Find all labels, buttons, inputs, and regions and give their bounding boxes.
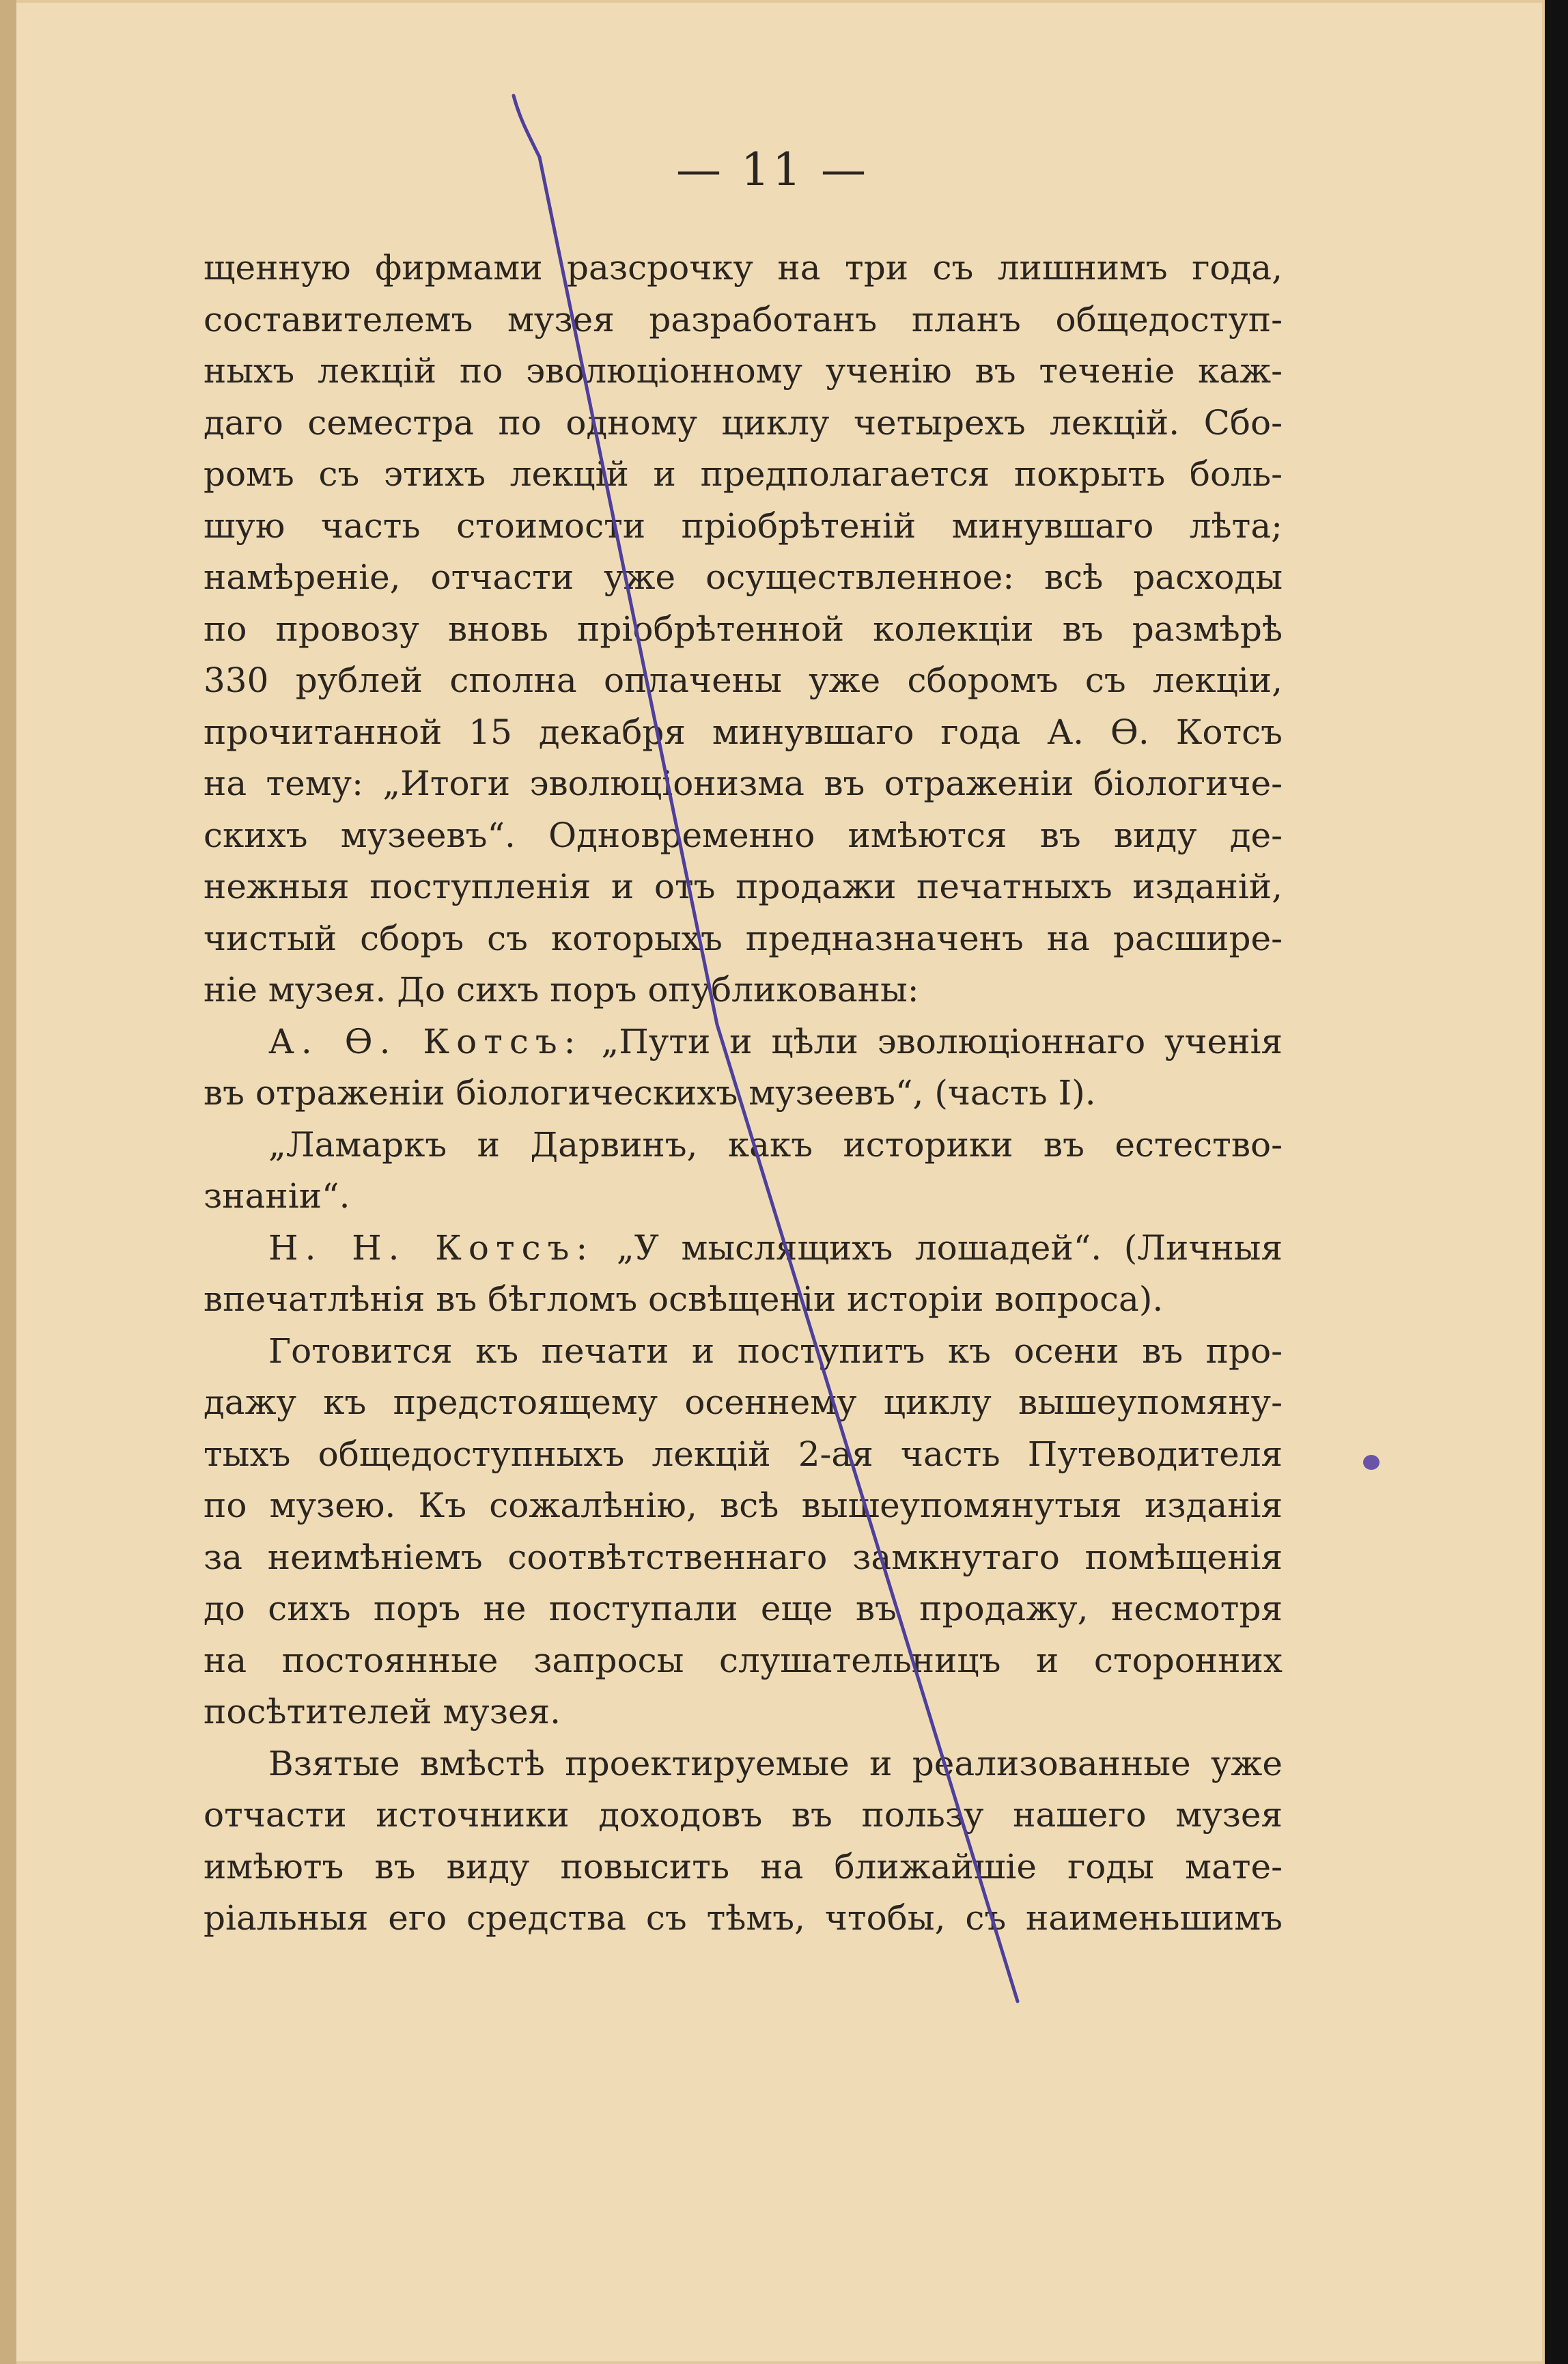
text-line <box>204 1635 1283 1687</box>
line-text: ромъ съ этихъ лекцій и предполагается покрыть боль- <box>204 454 1283 494</box>
line-text: впечатлѣнія въ бѣгломъ освѣщеніи исторіи вопроса). <box>204 1279 1164 1319</box>
line-text: въ отраженіи біологическихъ музеевъ“, (часть I). <box>204 1073 1096 1113</box>
line-text: дажу къ предстоящему осеннему циклу вышеупомяну- <box>204 1382 1283 1422</box>
text-line <box>204 604 1283 656</box>
text-line <box>204 1326 1283 1378</box>
text-line <box>204 552 1283 604</box>
text-line <box>204 1738 1283 1790</box>
text-line <box>204 1790 1283 1841</box>
line-text: намѣреніе, отчасти уже осуществленное: всѣ расходы <box>204 557 1283 597</box>
line-text: посѣтителей музея. <box>204 1692 561 1732</box>
line-text: на тему: „Итоги эволюціонизма въ отраженіи біологиче- <box>204 764 1283 803</box>
line-text: „У мыслящихъ лошадей“. (Личныя <box>594 1227 1283 1268</box>
text-line <box>204 861 1283 913</box>
line-text: даго семестра по одному циклу четырехъ лекцій. Сбо- <box>204 402 1283 443</box>
line-text: имѣютъ въ виду повысить на ближайшіе годы мате- <box>204 1846 1283 1887</box>
text-line <box>204 1893 1283 1945</box>
ink-blot <box>1363 1455 1380 1470</box>
author-name: А. Ѳ. Котсъ: <box>268 1021 583 1061</box>
text-line <box>204 707 1283 759</box>
text-line <box>204 1377 1283 1429</box>
text-line <box>204 1120 1283 1171</box>
line-text: ріальныя его средства съ тѣмъ, чтобы, съ наименьшимъ <box>204 1898 1283 1938</box>
line-text: тыхъ общедоступныхъ лекцій 2-ая часть Путеводителя <box>204 1434 1283 1474</box>
text-line <box>204 1480 1283 1532</box>
text-line <box>204 1532 1283 1584</box>
text-line <box>204 913 1283 965</box>
line-text: по провозу вновь пріобрѣтенной колекціи въ размѣрѣ <box>204 609 1283 649</box>
line-text: на постоянные запросы слушательницъ и сторонних <box>204 1640 1283 1680</box>
text-line <box>204 346 1283 398</box>
text-line <box>204 1686 1283 1738</box>
author-name: Н. Н. Котсъ: <box>268 1227 595 1268</box>
line-text: чистый сборъ съ которыхъ предназначенъ на расшире- <box>204 918 1283 958</box>
text-line <box>204 1274 1283 1326</box>
line-text: скихъ музеевъ“. Одновременно имѣются въ виду де- <box>204 815 1283 855</box>
text-line <box>204 1583 1283 1635</box>
text-line <box>204 242 1283 294</box>
line-text: по музею. Къ сожалѣнію, всѣ вышеупомянутыя изданія <box>204 1486 1283 1525</box>
line-text: знаніи“. <box>204 1176 350 1216</box>
page-number: — 11 — <box>676 143 869 196</box>
line-text: щенную фирмами разсрочку на три съ лишнимъ года, <box>204 248 1283 288</box>
text-line <box>204 1016 1283 1068</box>
text-line <box>204 398 1283 449</box>
line-text: 330 рублей сполна оплачены уже сборомъ съ лекціи, <box>204 660 1283 700</box>
text-line <box>204 655 1283 707</box>
line-text: „Пути и цѣли эволюціоннаго ученія <box>582 1021 1283 1061</box>
line-text: нежныя поступленія и отъ продажи печатныхъ изданій, <box>204 867 1283 906</box>
line-text: отчасти источники доходовъ въ пользу нашего музея <box>204 1795 1283 1835</box>
text-line <box>204 294 1283 346</box>
scan-border <box>1545 0 1568 2364</box>
text-line <box>204 810 1283 862</box>
line-text: Взятые вмѣстѣ проектируемые и реализованные уже <box>268 1743 1283 1783</box>
text-line <box>204 501 1283 553</box>
text-line <box>204 1841 1283 1893</box>
text-line <box>204 1171 1283 1223</box>
line-text: за неимѣніемъ соотвѣтственнаго замкнутаго помѣщенія <box>204 1537 1283 1577</box>
body-text <box>204 242 1283 1945</box>
line-text: прочитанной 15 декабря минувшаго года А. Ѳ. Котсъ <box>204 712 1283 752</box>
text-line <box>204 758 1283 810</box>
line-text: ныхъ лекцій по эволюціонному ученію въ теченіе каж- <box>204 351 1283 391</box>
line-text: „Ламаркъ и Дарвинъ, какъ историки въ естество- <box>268 1124 1283 1165</box>
page-binding-edge <box>0 0 16 2364</box>
line-text: шую часть стоимости пріобрѣтеній минувшаго лѣта; <box>204 505 1283 546</box>
text-line <box>204 964 1283 1016</box>
text-line <box>204 1068 1283 1120</box>
line-text: составителемъ музея разработанъ планъ общедоступ- <box>204 299 1283 339</box>
text-line <box>204 449 1283 501</box>
line-text: ніе музея. До сихъ поръ опубликованы: <box>204 970 919 1010</box>
text-line <box>204 1429 1283 1481</box>
line-text: Готовится къ печати и поступитъ къ осени въ про- <box>268 1331 1283 1371</box>
line-text: до сихъ поръ не поступали еще въ продажу, несмотря <box>204 1589 1283 1628</box>
text-line <box>204 1223 1283 1275</box>
